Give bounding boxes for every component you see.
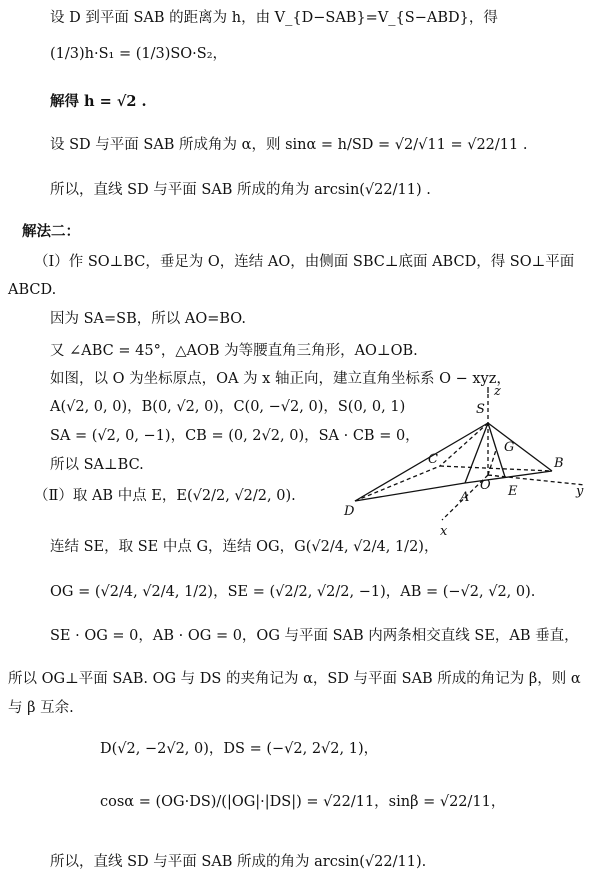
text-line: 所以，直线 SD 与平面 SAB 所成的角为 arcsin(√22/11) . (50, 182, 431, 198)
text-line: 所以 SA⊥BC. (50, 457, 144, 473)
label-B: B (554, 456, 564, 471)
text-line: cosα = (OG·DS)/(|OG|·|DS|) = √22/11，sinβ = √22/11， (100, 794, 506, 810)
edge-DC (355, 466, 440, 501)
text-line: ABCD. (8, 282, 57, 298)
edge-CB (440, 466, 552, 471)
edge-SB (488, 423, 552, 471)
text-line: 所以 OG⊥平面 SAB. OG 与 DS 的夹角记为 α，SD 与平面 SAB 所成的角记为 β，则 α (8, 671, 581, 687)
text-line: 解得 h = √2 . (50, 93, 147, 110)
label-D: D (344, 504, 355, 519)
text-line: （Ⅰ）作 SO⊥BC，垂足为 O，连结 AO，由侧面 SBC⊥底面 ABCD，得 SO⊥平面 (34, 254, 575, 270)
text-line: 因为 SA=SB，所以 AO=BO. (50, 311, 246, 327)
label-C: C (428, 452, 438, 467)
text-line: A(√2, 0, 0)，B(0, √2, 0)，C(0, −√2, 0)，S(0, 0, 1) (50, 399, 406, 415)
edge-SC (440, 423, 488, 466)
text-line: （Ⅱ）取 AB 中点 E，E(√2/2, √2/2, 0). (34, 488, 296, 504)
text-line: 与 β 互余. (8, 700, 74, 716)
text-line: SE · OG = 0，AB · OG = 0，OG 与平面 SAB 内两条相交直线 SE，AB 垂直， (50, 628, 579, 644)
text-line: SA = (√2, 0, −1)，CB = (0, 2√2, 0)，SA · CB = 0， (50, 428, 420, 444)
label-y: y (576, 484, 584, 499)
label-A: A (460, 490, 470, 505)
edge-SA (465, 423, 488, 483)
text-line: 设 SD 与平面 SAB 所成角为 α，则 sinα = h/SD = √2/√11 = √22/11 . (50, 137, 528, 153)
text-line: (1/3)h·S₁ = (1/3)SO·S₂， (50, 46, 228, 62)
edge-AB (465, 471, 552, 483)
text-line: 如图，以 O 为坐标原点，OA 为 x 轴正向，建立直角坐标系 O − xyz， (50, 371, 511, 387)
section-heading: 解法二： (22, 223, 80, 240)
text-line: 连结 SE，取 SE 中点 G，连结 OG，G(√2/4, √2/4, 1/2)， (50, 539, 439, 555)
label-z: z (494, 384, 501, 399)
label-O: O (480, 478, 491, 493)
label-S: S (476, 402, 485, 417)
text-line: 设 D 到平面 SAB 的距离为 h，由 V_{D−SAB}=V_{S−ABD}，得 (50, 10, 498, 26)
text-line: 又 ∠ABC = 45°，△AOB 为等腰直角三角形，AO⊥OB. (50, 343, 418, 359)
label-x: x (440, 524, 448, 538)
pyramid-figure (330, 383, 600, 538)
segment-OG (488, 450, 496, 475)
label-E: E (508, 484, 518, 499)
text-line: D(√2, −2√2, 0)，DS = (−√2, 2√2, 1)， (100, 741, 379, 757)
label-G: G (504, 440, 515, 455)
text-line: OG = (√2/4, √2/4, 1/2)，SE = (√2/2, √2/2, −1)，AB = (−√2, √2, 0). (50, 584, 536, 600)
text-line: 所以，直线 SD 与平面 SAB 所成的角为 arcsin(√22/11). (50, 854, 427, 870)
